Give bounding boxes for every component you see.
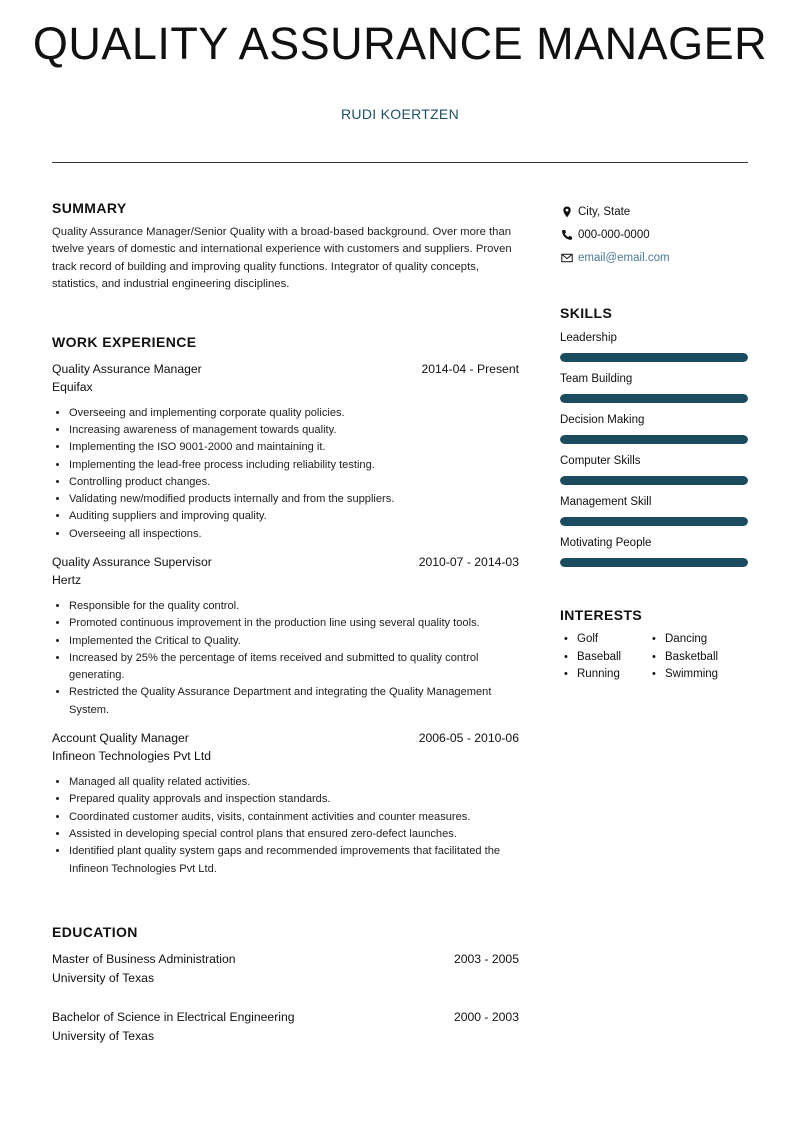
job-dates: 2014-04 - Present — [421, 361, 519, 376]
interests-section — [560, 607, 748, 686]
summary-heading: SUMMARY — [52, 200, 127, 216]
interest-item: • Swimming — [648, 668, 736, 686]
education-header — [52, 952, 519, 971]
contact-phone — [560, 223, 748, 246]
skill-item — [560, 455, 748, 485]
skill-bar-fill — [560, 394, 748, 403]
header-divider — [52, 162, 748, 163]
phone-text: 000-000-0000 — [578, 228, 650, 241]
candidate-name: RUDI KOERTZEN — [341, 106, 459, 122]
education-dates: 2003 - 2005 — [453, 951, 519, 966]
interest-item: • Running — [560, 668, 648, 686]
skill-item — [560, 373, 748, 403]
job-bullets — [52, 774, 519, 878]
main-column — [52, 200, 519, 1048]
job-dates: 2010-07 - 2014-03 — [418, 555, 519, 569]
skill-label: Computer Skills — [560, 455, 641, 467]
job-header — [52, 731, 519, 749]
job-bullet: • Coordinated customer audits, visits, containment activities and counter measures. — [69, 809, 519, 826]
interests-list — [560, 633, 748, 686]
education-header — [52, 1010, 519, 1029]
phone-icon — [560, 228, 574, 242]
skill-item — [560, 332, 748, 362]
job-title: Account Quality Manager — [52, 731, 189, 746]
job-bullet: • Identified plant quality system gaps and recommended improvements that facilitated the Infineon Technologies Pvt Ltd. — [69, 843, 519, 878]
education-entry — [52, 952, 519, 990]
interest-item: • Baseball — [560, 651, 648, 669]
interest-item: • Dancing — [648, 633, 736, 651]
job-entry — [52, 362, 519, 543]
skill-bar — [560, 476, 748, 485]
job-header — [52, 555, 519, 573]
skill-label: Decision Making — [560, 414, 645, 426]
interest-item: • Golf — [560, 633, 648, 651]
job-header — [52, 362, 519, 380]
skill-bar-fill — [560, 476, 748, 485]
job-bullet: • Auditing suppliers and improving quality. — [69, 508, 519, 525]
education-degree: Master of Business Administration — [52, 951, 236, 966]
skills-list — [560, 332, 748, 567]
skill-item — [560, 496, 748, 526]
education-dates: 2000 - 2003 — [453, 1009, 519, 1024]
job-bullet: • Controlling product changes. — [69, 474, 519, 491]
job-entry — [52, 555, 519, 719]
summary-section — [52, 200, 519, 294]
jobs-list — [52, 362, 519, 878]
job-bullets — [52, 405, 519, 543]
job-bullet: • Prepared quality approvals and inspection standards. — [69, 791, 519, 808]
education-degree: Bachelor of Science in Electrical Engineering — [52, 1009, 295, 1024]
job-bullet: • Implementing the ISO 9001-2000 and maintaining it. — [69, 439, 519, 456]
education-school: University of Texas — [52, 1028, 155, 1043]
envelope-icon — [560, 251, 574, 265]
education-heading: EDUCATION — [52, 923, 138, 940]
resume-title: QUALITY ASSURANCE MANAGER — [32, 18, 768, 69]
job-bullet: • Increased by 25% the percentage of items received and submitted to quality control generating. — [69, 650, 519, 685]
job-bullet: • Assisted in developing special control plans that ensured zero-defect launches. — [69, 826, 519, 843]
job-company: Infineon Technologies Pvt Ltd — [52, 749, 212, 764]
job-bullet: • Validating new/modified products internally and from the suppliers. — [69, 491, 519, 508]
skill-bar — [560, 517, 748, 526]
map-pin-icon — [560, 205, 574, 219]
location-text: City, State — [578, 205, 631, 218]
skill-label: Motivating People — [560, 537, 652, 549]
job-bullet: • Overseeing all inspections. — [69, 526, 519, 543]
contact-location — [560, 200, 748, 223]
contact-email[interactable] — [560, 246, 748, 269]
skill-bar-fill — [560, 435, 748, 444]
job-title: Quality Assurance Supervisor — [52, 555, 212, 569]
education-list — [52, 952, 519, 1048]
job-company: Hertz — [52, 573, 82, 587]
job-bullet: • Implementing the lead-free process including reliability testing. — [69, 457, 519, 474]
job-bullets — [52, 598, 519, 719]
skill-item — [560, 537, 748, 567]
job-dates: 2006-05 - 2010-06 — [418, 731, 519, 746]
skill-bar-fill — [560, 353, 748, 362]
skills-heading: SKILLS — [560, 305, 613, 321]
interests-heading: INTERESTS — [560, 607, 643, 623]
job-bullet: • Promoted continuous improvement in the production line using several quality tools. — [69, 615, 519, 632]
education-school: University of Texas — [52, 970, 155, 985]
job-bullet: • Overseeing and implementing corporate quality policies. — [69, 405, 519, 422]
work-experience-heading: WORK EXPERIENCE — [52, 333, 197, 350]
skill-item — [560, 414, 748, 444]
skill-bar-fill — [560, 517, 748, 526]
interest-item: • Basketball — [648, 651, 736, 669]
job-bullet: • Increasing awareness of management towards quality. — [69, 422, 519, 439]
sidebar-column — [560, 200, 748, 686]
contact-section — [560, 200, 748, 269]
skill-label: Leadership — [560, 332, 617, 344]
education-section — [52, 924, 519, 1048]
education-entry — [52, 1010, 519, 1048]
job-entry — [52, 731, 519, 878]
job-bullet: • Managed all quality related activities. — [69, 774, 519, 791]
skill-bar — [560, 435, 748, 444]
job-bullet: • Restricted the Quality Assurance Department and integrating the Quality Management System. — [69, 684, 519, 719]
summary-text: Quality Assurance Manager/Senior Quality with a broad-based background. Over more than twelve years of domestic and international experience with customers and suppliers. Proven track record of building and improving quality functions. Integrator of quality concepts, statistics, and industrial engineering disciplines. — [52, 226, 512, 291]
skills-section — [560, 305, 748, 567]
job-bullet: • Implemented the Critical to Quality. — [69, 633, 519, 650]
skill-bar-fill — [560, 558, 748, 567]
skill-label: Management Skill — [560, 496, 652, 508]
skill-bar — [560, 558, 748, 567]
skill-bar — [560, 394, 748, 403]
job-title: Quality Assurance Manager — [52, 361, 202, 376]
email-link[interactable]: email@email.com — [578, 251, 670, 264]
job-company: Equifax — [52, 379, 93, 394]
skill-bar — [560, 353, 748, 362]
work-experience-section — [52, 334, 519, 878]
job-bullet: • Responsible for the quality control. — [69, 598, 519, 615]
skill-label: Team Building — [560, 373, 633, 385]
